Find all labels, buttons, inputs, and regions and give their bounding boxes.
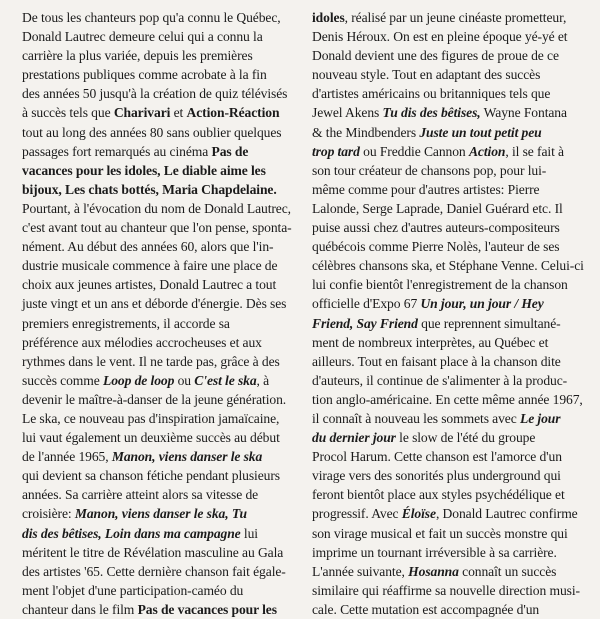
text-line (22, 428, 294, 447)
body-text: que reprennent simultané- (417, 315, 561, 331)
body-text: et (170, 105, 187, 121)
body-text: québécois comme Pierre Nolès, l'auteur de ses (312, 239, 560, 255)
text-line (22, 199, 294, 218)
body-text: cale. Cette mutation est accompagnée d'un (312, 601, 540, 617)
emphasized-title: Friend, Say Friend (312, 315, 418, 331)
text-line (22, 161, 294, 180)
body-text: des artistes '65. Cette dernière chanson fait égale- (22, 563, 286, 579)
text-line (22, 447, 294, 466)
text-line (312, 27, 584, 46)
body-text: tion anglo-américaine. En cette même année 1967, (312, 391, 583, 407)
body-text: Pourtant, à l'évocation du nom de Donald Lautrec, (22, 200, 291, 216)
text-line (312, 237, 584, 256)
emphasized-title: Hosanna (408, 563, 459, 579)
text-line (22, 562, 294, 581)
emphasized-title: idoles (312, 10, 345, 25)
text-line (22, 103, 294, 122)
emphasized-title: Éloïse (401, 506, 436, 522)
text-line (22, 581, 294, 600)
text-line (312, 294, 584, 313)
text-line (312, 333, 584, 352)
body-text: de l'année 1965, (22, 449, 112, 465)
text-line (22, 84, 294, 103)
emphasized-title: trop tard (312, 143, 360, 159)
body-text: son virage musical et fait un succès monstre qui (312, 525, 568, 541)
emphasized-title: bijoux, Les chats bottés, Maria Chapdelaine. (22, 181, 277, 197)
text-line (22, 237, 294, 256)
body-text: lui vaut également un deuxième succès au début (22, 430, 280, 446)
text-line (22, 504, 294, 523)
emphasized-title: Un jour, un jour / Hey (420, 296, 544, 312)
text-line (312, 218, 584, 237)
body-text: Jewel Akens (312, 105, 383, 121)
body-text: c'est avant tout au chanteur que l'on pense, sponta- (22, 220, 292, 236)
body-text: puise aussi chez d'autres auteurs-compositeurs (312, 220, 560, 236)
body-text: virage vers des sonorités plus underground qui (312, 468, 561, 484)
body-text: ou Freddie Cannon (359, 143, 469, 159)
body-text: Donald devient une des figures de proue de ce (312, 48, 559, 64)
body-text: officielle d'Expo 67 (312, 296, 421, 312)
text-line (22, 390, 294, 409)
text-line (312, 600, 584, 619)
emphasized-title: Action (468, 143, 506, 159)
emphasized-title: Tu dis des bêtises, (382, 105, 481, 121)
emphasized-title: Action-Réaction (186, 105, 280, 121)
body-text: premiers enregistrements, il accorde sa (22, 315, 230, 331)
text-line (312, 562, 584, 581)
body-text: feront bientôt place aux styles psychédélique et (312, 487, 565, 503)
body-text: ment de nombreux interprètes, au Québec et (312, 334, 549, 350)
text-line (312, 352, 584, 371)
text-line (22, 256, 294, 275)
left-text-column (22, 8, 294, 619)
body-text: même comme pour d'autres artistes: Pierre (312, 181, 540, 197)
emphasized-title: Loop de loop (103, 372, 175, 388)
body-text: imprime un tournant irréversible à sa carrière. (312, 544, 557, 560)
text-line (312, 84, 584, 103)
body-text: , à (256, 372, 270, 388)
body-text: qui devient sa chanson fétiche pendant plusieurs (22, 468, 280, 484)
body-text: Denis Héroux. On est en pleine époque yé-yé et (312, 29, 568, 45)
text-line (312, 65, 584, 84)
body-text: passages fort remarqués au cinéma (22, 143, 212, 159)
body-text: d'auteurs, il continue de s'alimenter à la produc- (312, 372, 568, 388)
body-text: , Donald Lautrec confirme (435, 506, 578, 522)
text-line (312, 314, 584, 333)
body-text: succès comme (22, 372, 103, 388)
body-text: dustrie musicale commence à faire une place de (22, 258, 278, 274)
right-text-column (312, 8, 584, 619)
text-line (312, 275, 584, 294)
text-line (22, 333, 294, 352)
text-line (22, 524, 294, 543)
body-text: tout au long des années 80 sans oublier quelques (22, 124, 282, 140)
emphasized-title: Le jour (519, 410, 561, 426)
text-line (22, 27, 294, 46)
text-line (22, 180, 294, 199)
text-line (22, 352, 294, 371)
emphasized-title: dis des bêtises, Loin dans ma campagne (22, 525, 241, 541)
body-text: célèbres chansons ska, et Stéphane Venne. Celui-ci (312, 258, 584, 274)
emphasized-title: Manon, viens danser le ska (111, 449, 263, 465)
text-line (22, 218, 294, 237)
body-text: chanteur dans le film (22, 601, 138, 617)
body-text: années. Sa carrière atteint alors sa vitesse de (22, 487, 259, 503)
text-line (312, 466, 584, 485)
emphasized-title: Manon, viens danser le ska, Tu (74, 506, 247, 522)
body-text: choix aux jeunes artistes, Donald Lautrec a tout (22, 277, 277, 293)
body-text: rythmes dans le vent. Il ne tarde pas, grâce à des (22, 353, 280, 369)
text-line (22, 371, 294, 390)
body-text: d'artistes américains ou britanniques tels que (312, 86, 551, 102)
emphasized-title: vacances pour les idoles, Le diable aime les (22, 162, 266, 178)
text-line (312, 428, 584, 447)
text-line (22, 275, 294, 294)
body-text: son tour créateur de chansons pop, pour lui- (312, 162, 547, 178)
text-line (312, 409, 584, 428)
text-line (312, 199, 584, 218)
text-line (22, 543, 294, 562)
body-text: lui (240, 525, 258, 541)
body-text: progressif. Avec (312, 506, 402, 522)
text-line (312, 485, 584, 504)
emphasized-title: Juste un tout petit peu (419, 124, 542, 140)
body-text: à succès tels que (22, 105, 114, 121)
text-line (312, 256, 584, 275)
body-text: carrière la plus variée, depuis les premières (22, 48, 253, 64)
emphasized-title: Charivari (113, 105, 171, 121)
text-line (22, 314, 294, 333)
text-line (22, 466, 294, 485)
body-text: ou (174, 372, 195, 388)
body-text: Lalonde, Serge Laprade, Daniel Guérard etc. Il (312, 200, 563, 216)
body-text: prestations publiques comme acrobate à la fin (22, 67, 267, 83)
body-text: préférence aux mélodies accrocheuses et aux (22, 334, 262, 350)
text-line (22, 142, 294, 161)
text-line (312, 371, 584, 390)
emphasized-title: Pas de (211, 143, 249, 159)
body-text: connaît un succès (458, 563, 557, 579)
text-line (22, 485, 294, 504)
body-text: croisière: (22, 506, 75, 522)
text-line (22, 600, 294, 619)
text-line (312, 447, 584, 466)
body-text: , réalisé par un jeune cinéaste prometteur, (344, 10, 567, 25)
emphasized-title: C'est le ska (194, 372, 257, 388)
text-line (312, 8, 584, 27)
text-line (312, 180, 584, 199)
body-text: L'année suivante, (312, 563, 409, 579)
text-line (312, 581, 584, 600)
body-text: ment l'objet d'une participation-caméo du (22, 582, 244, 598)
body-text: Donald Lautrec demeure celui qui a connu la (22, 29, 263, 45)
text-line (312, 123, 584, 142)
body-text: juste vingt et un ans et déborde d'énergie. Dès ses (22, 296, 287, 312)
text-line (22, 46, 294, 65)
body-text: des années 50 jusqu'à la création de quiz télévisés (22, 86, 288, 102)
body-text: nément. Au début des années 60, alors que l'in- (22, 239, 274, 255)
text-line (312, 46, 584, 65)
text-line (312, 390, 584, 409)
body-text: Procol Harum. Cette chanson est l'amorce d'un (312, 449, 562, 465)
body-text: De tous les chanteurs pop qu'a connu le Québec, (22, 10, 281, 25)
body-text: lui confie bientôt l'enregistrement de la chanson (312, 277, 568, 293)
body-text: Le ska, ce nouveau pas d'inspiration jamaïcaine, (22, 410, 280, 426)
body-text: nouveau style. Tout en adaptant des succès (312, 67, 541, 83)
body-text: méritent le titre de Révélation masculine au Gala (22, 544, 284, 560)
text-line (312, 103, 584, 122)
text-line (22, 294, 294, 313)
text-line (22, 409, 294, 428)
emphasized-title: Pas de vacances pour les (137, 601, 277, 617)
body-text: le slow de l'été du groupe (395, 430, 536, 446)
text-line (312, 524, 584, 543)
body-text: devenir le maître-à-danser de la jeune génération. (22, 391, 287, 407)
emphasized-title: du dernier jour (312, 430, 396, 446)
body-text: & the Mindbenders (312, 124, 420, 140)
text-line (22, 65, 294, 84)
body-text: similaire qui réaffirme sa nouvelle direction musi- (312, 582, 580, 598)
body-text: Wayne Fontana (480, 105, 567, 121)
body-text: , il se fait à (505, 143, 564, 159)
text-line (22, 123, 294, 142)
body-text: ailleurs. Tout en faisant place à la chanson dite (312, 353, 561, 369)
text-line (312, 142, 584, 161)
text-line (312, 543, 584, 562)
text-line (312, 161, 584, 180)
body-text: il connaît à nouveau les sommets avec (312, 410, 520, 426)
text-line (22, 8, 294, 27)
text-line (312, 504, 584, 523)
